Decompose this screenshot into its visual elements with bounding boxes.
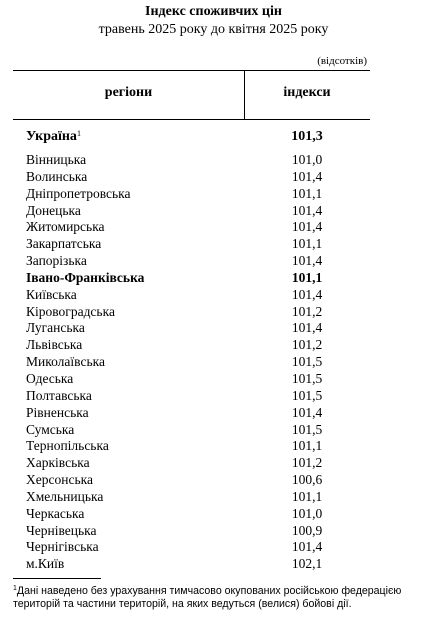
region-name: Луганська: [26, 320, 85, 336]
region-name: Рівненська: [26, 404, 89, 420]
footnote: [13, 585, 413, 611]
index-value: 101,4: [291, 404, 323, 420]
index-value: 101,2: [291, 303, 323, 319]
table-row: [0, 472, 427, 489]
header-region: регіони: [104, 85, 153, 100]
table-row: [0, 152, 427, 169]
table-row: [0, 320, 427, 337]
table-row: [0, 354, 427, 371]
index-value: 101,1: [291, 236, 323, 252]
header-index: індекси: [283, 85, 331, 100]
index-value: 101,3: [291, 129, 323, 144]
region-name: Тернопільська: [26, 438, 109, 454]
index-value: 101,4: [291, 320, 323, 336]
index-value: 101,5: [291, 421, 323, 437]
table-row: [0, 203, 427, 220]
table-row: [0, 405, 427, 422]
region-name: Житомирська: [26, 219, 105, 235]
table-row: [0, 253, 427, 270]
units-label: (відсотків): [317, 55, 367, 67]
index-value: 101,4: [291, 253, 323, 269]
page-title: Індекс споживчих цін: [145, 4, 282, 19]
table-row: [0, 556, 427, 573]
index-value: 101,4: [291, 168, 323, 184]
table-row: [0, 438, 427, 455]
index-value: 101,1: [291, 269, 323, 285]
region-name: Миколаївська: [26, 354, 105, 370]
table-row-total: [0, 129, 427, 152]
region-name: Запорізька: [26, 253, 87, 269]
table-row: [0, 169, 427, 186]
table-row: [0, 506, 427, 523]
table-row: [0, 270, 427, 287]
region-name: Дніпропетровська: [26, 185, 131, 201]
index-value: 101,1: [291, 438, 323, 454]
index-value: 101,2: [291, 337, 323, 353]
index-value: 101,0: [291, 152, 323, 167]
footnote-mark: 1: [76, 129, 81, 138]
index-value: 101,0: [291, 505, 323, 521]
region-name: Кіровоградська: [26, 303, 115, 319]
region-name: Сумська: [26, 421, 75, 437]
region-name-text: Україна: [26, 129, 77, 144]
footnote-rule: [13, 578, 101, 579]
table-row: [0, 236, 427, 253]
region-name: Одеська: [26, 370, 74, 386]
region-name: м.Київ: [26, 556, 65, 572]
region-name: Волинська: [26, 168, 88, 184]
region-name: Львівська: [26, 337, 83, 353]
region-name: Черкаська: [26, 505, 85, 521]
table-row: [0, 455, 427, 472]
table-row: [0, 219, 427, 236]
table-row: [0, 337, 427, 354]
table-row: [0, 489, 427, 506]
region-name: Київська: [26, 286, 77, 302]
table-top-rule: [13, 70, 370, 71]
table-row: [0, 304, 427, 321]
table-row: [0, 371, 427, 388]
region-name: [26, 129, 81, 145]
table-header-rule: [13, 119, 370, 120]
index-value: 101,4: [291, 219, 323, 235]
region-name: Херсонська: [26, 472, 93, 488]
index-value: 101,5: [291, 370, 323, 386]
index-value: 100,9: [291, 522, 323, 538]
index-value: 101,4: [291, 286, 323, 302]
footnote-line-1: Дані наведено без урахування тимчасово окупованих російською федерацією: [16, 585, 402, 597]
region-name: Харківська: [26, 455, 90, 471]
region-name: Закарпатська: [26, 236, 102, 252]
region-name: Донецька: [26, 202, 81, 218]
footnote-mark: 1: [13, 585, 17, 592]
table-row: [0, 287, 427, 304]
index-value: 100,6: [291, 472, 323, 488]
region-rows: [0, 152, 427, 573]
index-value: 101,5: [291, 387, 323, 403]
region-name: Чернівецька: [26, 522, 97, 538]
index-value: 101,5: [291, 354, 323, 370]
table-row: [0, 388, 427, 405]
index-value: 101,2: [291, 455, 323, 471]
index-value: 101,1: [291, 185, 323, 201]
index-value: 101,4: [291, 202, 323, 218]
page-subtitle: травень 2025 року до квітня 2025 року: [98, 22, 329, 37]
cpi-table-body: [0, 129, 427, 573]
region-name: Вінницька: [26, 152, 87, 167]
region-name: Івано-Франківська: [26, 269, 145, 285]
region-name: Чернігівська: [26, 539, 99, 555]
table-row: [0, 422, 427, 439]
table-row: [0, 186, 427, 203]
table-row: [0, 523, 427, 540]
footnote-line-2: територій та частини територій, на яких ведуться (велися) бойові дії.: [13, 598, 352, 610]
table-row: [0, 539, 427, 556]
index-value: 101,4: [291, 539, 323, 555]
index-value: 101,1: [291, 488, 323, 504]
region-name: Полтавська: [26, 387, 92, 403]
index-value: 102,1: [291, 556, 323, 572]
region-name: Хмельницька: [26, 488, 104, 504]
